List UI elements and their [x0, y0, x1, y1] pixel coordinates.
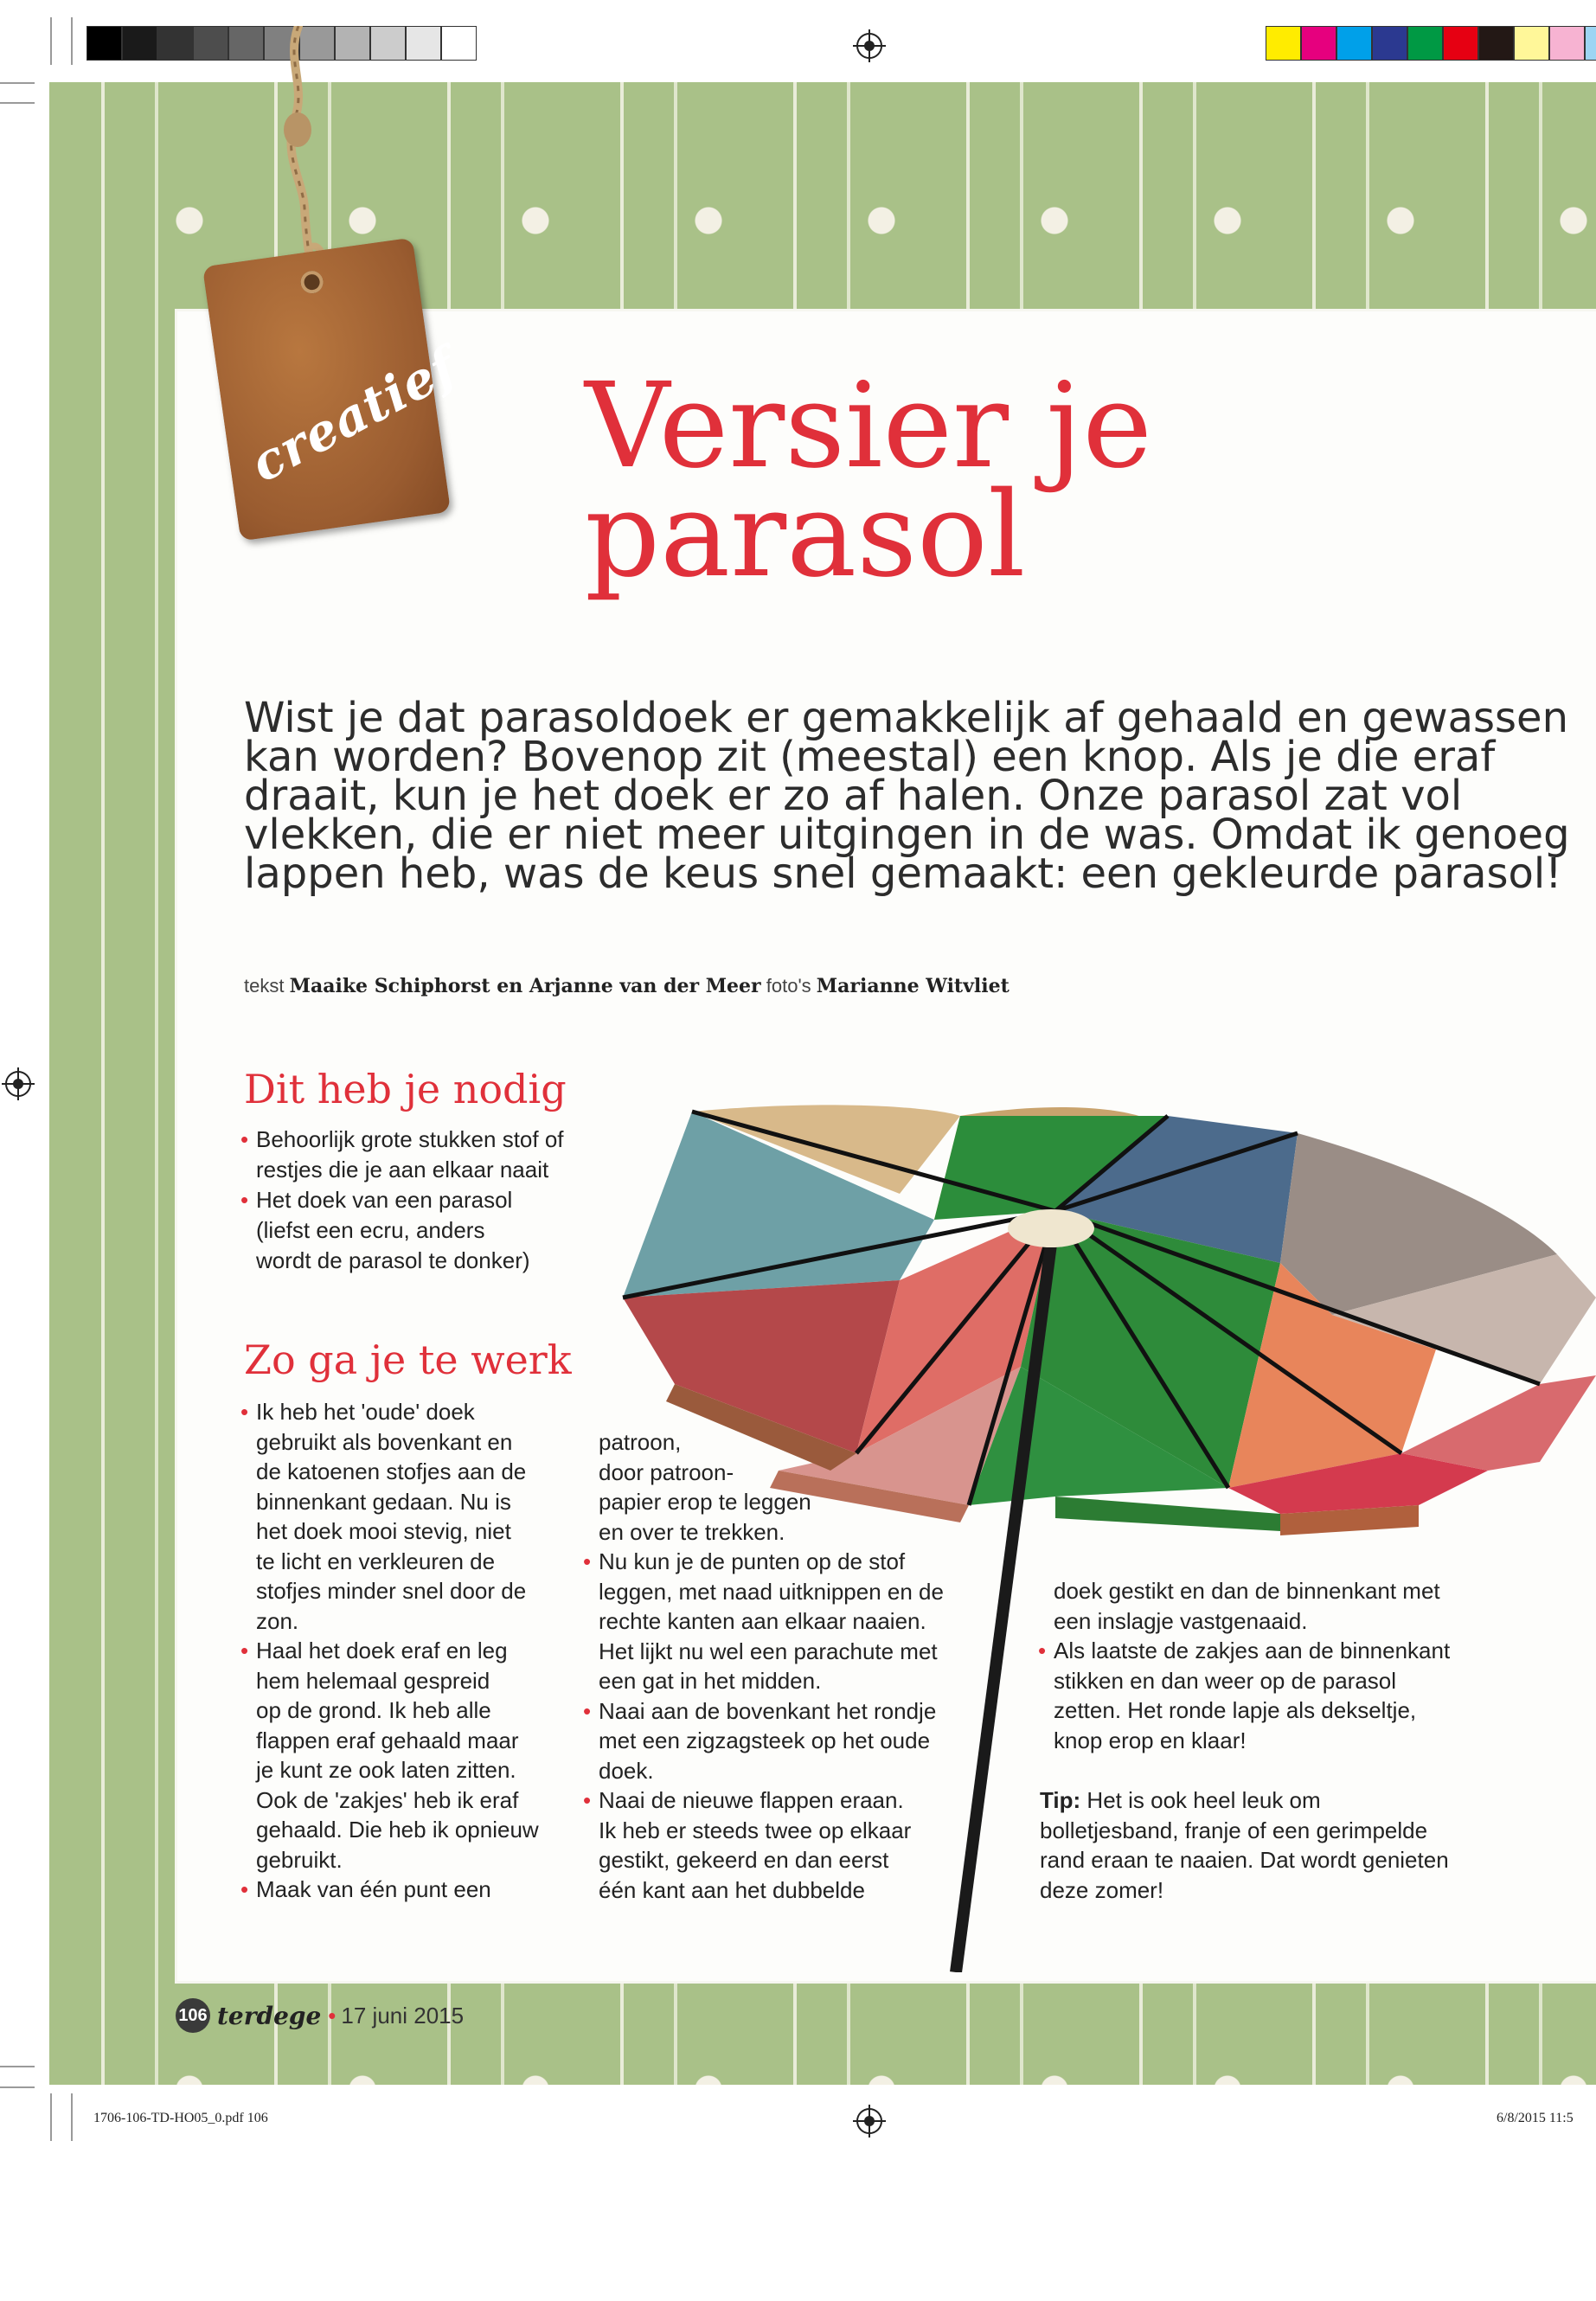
title-line: parasol: [585, 467, 1026, 604]
creatief-tag: [202, 238, 467, 542]
credit-text-label: tekst: [244, 975, 285, 997]
page-footer: [176, 1998, 464, 2033]
color-bar: [1266, 26, 1596, 62]
text-line: knop erop en klaar!: [1054, 1727, 1247, 1753]
registration-mark-icon: [856, 33, 882, 59]
tip-label: Tip:: [1040, 1787, 1081, 1813]
color-swatch: [1478, 26, 1514, 61]
text-line: gehaald. Die heb ik opnieuw: [256, 1817, 539, 1843]
list-item: (liefst een ecru, anders: [256, 1217, 485, 1243]
steps-column-2: [585, 1427, 983, 1905]
page-number: 106: [176, 1998, 210, 2033]
text-line: de katoenen stofjes aan de: [256, 1458, 527, 1484]
needed-heading: Dit heb je nodig: [244, 1066, 567, 1112]
color-swatch: [370, 26, 406, 61]
text-line: stofjes minder snel door de: [256, 1578, 527, 1604]
crop-mark: [71, 2093, 73, 2141]
text-line: op de grond. Ik heb alle: [256, 1697, 491, 1723]
crop-mark: [0, 102, 35, 104]
text-line: deze zomer!: [1040, 1876, 1164, 1903]
text-line: en over te trekken.: [599, 1518, 785, 1545]
registration-mark-icon: [856, 2108, 882, 2134]
slug-filename: 1706-106-TD-HO05_0.pdf 106: [93, 2111, 268, 2125]
color-swatch: [122, 26, 157, 61]
color-swatch: [1336, 26, 1372, 61]
color-swatch: [441, 26, 477, 61]
color-swatch: [1372, 26, 1407, 61]
text-line: • Haal het doek eraf en leg: [242, 1636, 571, 1666]
text-line: stikken en dan weer op de parasol: [1054, 1667, 1397, 1694]
color-swatch: [1266, 26, 1301, 61]
text-line: rechte kanten aan elkaar naaien.: [599, 1608, 926, 1634]
tip-text: Het is ook heel leuk om: [1086, 1787, 1321, 1813]
text-line: een gat in het midden.: [599, 1668, 822, 1694]
text-line: [1040, 1785, 1490, 1816]
issue-date: 17 juni 2015: [341, 2002, 465, 2029]
text-line: • Als laatste de zakjes aan de binnenkant: [1040, 1636, 1490, 1666]
text-line: • Naai de nieuwe flappen eraan.: [585, 1785, 983, 1816]
crop-mark: [50, 2093, 52, 2141]
color-swatch: [1301, 26, 1336, 61]
crop-mark: [0, 2086, 35, 2088]
text-line: hem helemaal gespreid: [256, 1667, 490, 1694]
text-line: papier erop te leggen: [599, 1489, 811, 1515]
work-heading: Zo ga je te werk: [244, 1336, 572, 1383]
text-line: • Ik heb het 'oude' doek: [242, 1397, 571, 1427]
text-line: je kunt ze ook laten zitten.: [256, 1757, 516, 1783]
text-line: Ik heb er steeds twee op elkaar: [599, 1817, 912, 1843]
list-item: restjes die je aan elkaar naait: [256, 1157, 549, 1183]
text-line: flappen eraf gehaald maar: [256, 1727, 519, 1753]
text-line: • Nu kun je de punten op de stof: [585, 1547, 983, 1577]
text-line: gebruikt als bovenkant en: [256, 1428, 513, 1455]
text-line: bolletjesband, franje of een gerimpelde: [1040, 1817, 1428, 1843]
crop-mark: [50, 17, 52, 65]
color-swatch: [1549, 26, 1585, 61]
text-line: zon.: [256, 1607, 299, 1634]
text-line: rand eraan te naaien. Dat wordt genieten: [1040, 1847, 1449, 1873]
registration-mark-icon: [5, 1071, 31, 1097]
color-swatch: [1514, 26, 1549, 61]
text-line: Het lijkt nu wel een parachute met: [599, 1638, 938, 1664]
text-line: gebruikt.: [256, 1846, 343, 1873]
text-line: één kant aan het dubbelde: [599, 1876, 865, 1903]
text-line: • Naai aan de bovenkant het rondje: [585, 1696, 983, 1727]
crop-mark: [0, 2066, 35, 2067]
color-swatch: [193, 26, 228, 61]
slug-timestamp: 6/8/2015 11:5: [1497, 2111, 1574, 2125]
list-item: • Behoorlijk grote stukken stof of: [242, 1125, 564, 1155]
text-line: gestikt, gekeerd en dan eerst: [599, 1847, 889, 1873]
text-line: zetten. Het ronde lapje als dekseltje,: [1054, 1697, 1417, 1723]
bullet-separator: •: [328, 2002, 337, 2029]
text-line: doek.: [599, 1757, 654, 1784]
color-swatch: [228, 26, 264, 61]
color-swatch: [1443, 26, 1478, 61]
needed-list: [242, 1125, 564, 1276]
list-item: • Het doek van een parasol: [242, 1185, 564, 1215]
text-line: patroon,: [599, 1429, 682, 1455]
credit-photo-author: Marianne Witvliet: [816, 975, 1010, 997]
tag-label: creatief: [240, 336, 467, 494]
text-line: het doek mooi stevig, niet: [256, 1518, 511, 1544]
text-line: Ook de 'zakjes' heb ik eraf: [256, 1786, 519, 1813]
color-swatch: [157, 26, 193, 61]
text-line: een inslagje vastgenaaid.: [1054, 1607, 1308, 1634]
list-item: wordt de parasol te donker): [256, 1247, 530, 1273]
color-swatch: [1585, 26, 1596, 61]
title-line: Versier je: [585, 358, 1152, 495]
crop-mark: [71, 17, 73, 65]
steps-column-3: [1040, 1576, 1490, 1755]
credit-photo-label: foto's: [766, 975, 811, 997]
color-swatch: [406, 26, 441, 61]
text-line: doek gestikt en dan de binnenkant met: [1054, 1578, 1440, 1604]
text-line: • Maak van één punt een: [242, 1875, 571, 1905]
text-line: leggen, met naad uitknippen en de: [599, 1578, 944, 1605]
color-swatch: [1407, 26, 1443, 61]
credit-text-authors: Maaike Schiphorst en Arjanne van der Meer: [289, 975, 761, 997]
page-title: [585, 358, 1152, 604]
intro-paragraph: Wist je dat parasoldoek er gemakkelijk af gehaald en gewassen kan worden? Bovenop zit (meestal) een knop. Als je die eraf draait, kun je het doek er zo af halen. Onze parasol zat vol vlekken, die er niet meer uitgingen in de was. Omdat ik genoeg lappen heb, was de keus snel gemaakt: een gekleurde parasol!: [244, 694, 1570, 898]
text-line: door patroon-: [599, 1458, 734, 1485]
tag-hole: [299, 269, 324, 294]
text-line: met een zigzagsteek op het oude: [599, 1727, 931, 1753]
credits: [244, 975, 1010, 997]
text-line: te licht en verkleuren de: [256, 1548, 496, 1574]
tip-block: [1040, 1785, 1490, 1905]
text-line: binnenkant gedaan. Nu is: [256, 1488, 511, 1515]
steps-column-1: [242, 1397, 571, 1905]
crop-mark: [0, 82, 35, 84]
color-swatch: [87, 26, 122, 61]
magazine-logo: terdege: [217, 2001, 322, 2030]
